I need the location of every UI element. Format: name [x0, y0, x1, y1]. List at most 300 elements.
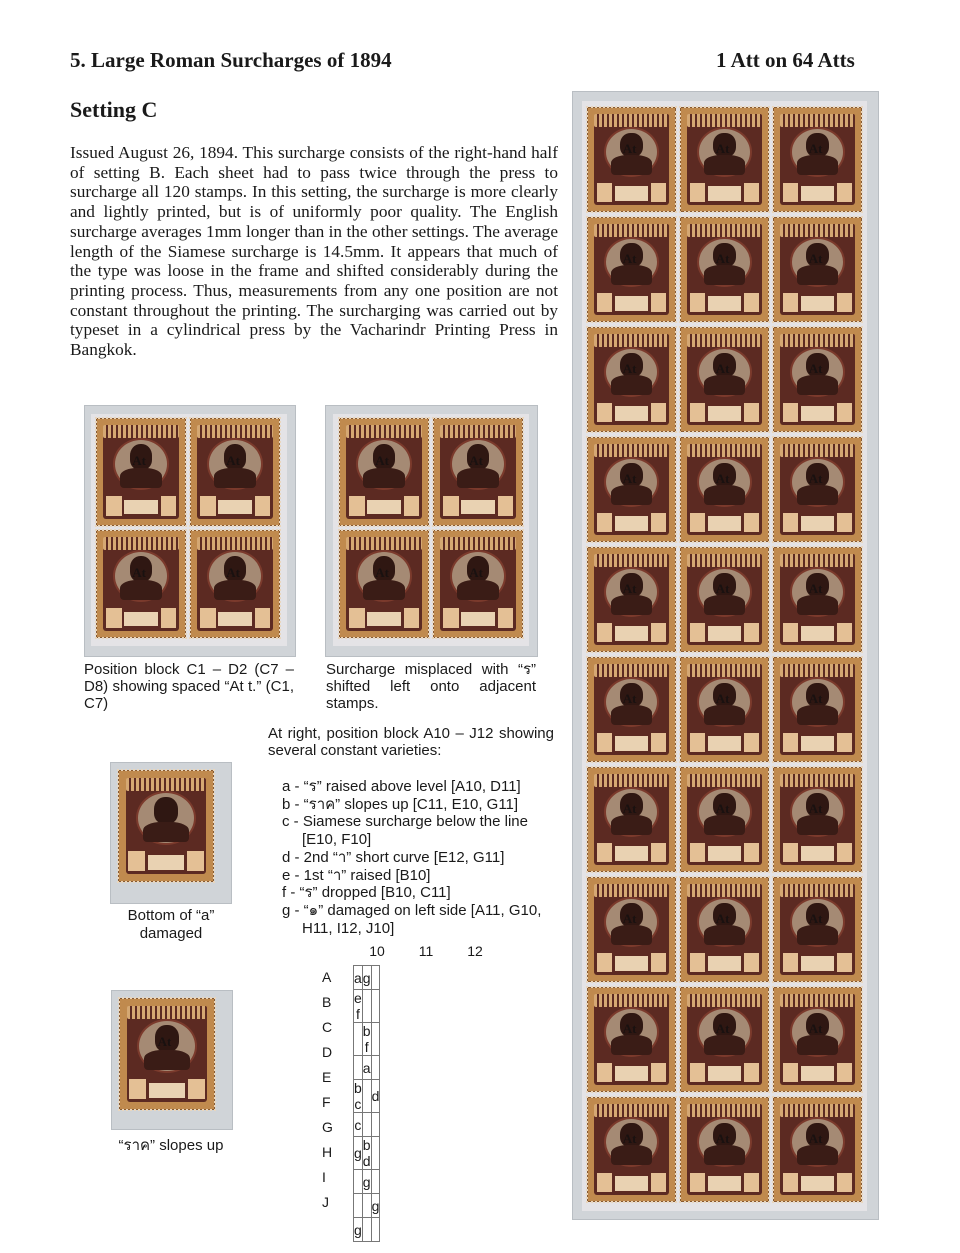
stamp — [190, 530, 280, 638]
king-portrait-body — [704, 925, 746, 945]
stamp-top-inscription — [127, 1006, 208, 1019]
table-cell: g — [371, 1194, 380, 1218]
section-title: Setting C — [70, 97, 158, 122]
table-row-label: B — [322, 994, 332, 1010]
surcharge-overprint: At — [808, 910, 823, 926]
value-tablet-right — [743, 292, 760, 313]
value-tablet-left — [596, 402, 613, 423]
stamp — [773, 437, 862, 542]
table-cell — [354, 1194, 363, 1218]
value-tablet-left — [442, 607, 460, 628]
surcharge-overprint: At — [469, 452, 483, 468]
surcharge-overprint: At — [469, 564, 483, 580]
stamp-top-inscription — [687, 994, 762, 1006]
stamp-top-inscription — [126, 778, 207, 791]
stamp — [773, 877, 862, 982]
stamp-top-inscription — [780, 884, 855, 896]
value-tablet-right — [650, 842, 667, 863]
stamp-top-inscription — [440, 425, 516, 438]
stamp — [680, 217, 769, 322]
king-portrait-body — [797, 155, 839, 175]
siam-postage-label — [707, 735, 742, 751]
king-portrait-body — [611, 375, 653, 395]
value-tablet-right — [743, 842, 760, 863]
siam-postage-label — [800, 1175, 835, 1191]
value-tablet-left — [689, 292, 706, 313]
table-row-label: F — [322, 1094, 331, 1110]
value-tablet-right — [743, 512, 760, 533]
stamp — [680, 1097, 769, 1202]
stamp-top-inscription — [780, 334, 855, 346]
siam-postage-label — [366, 499, 401, 516]
stamp — [680, 657, 769, 762]
value-tablet-right — [650, 512, 667, 533]
siam-postage-label — [148, 1082, 186, 1100]
table-row-label: E — [322, 1069, 332, 1085]
table-row — [354, 966, 380, 990]
siam-postage-label — [707, 625, 742, 641]
king-portrait-body — [797, 1145, 839, 1165]
king-portrait-body — [797, 595, 839, 615]
king-portrait-body — [611, 595, 653, 615]
table-cell: b c — [354, 1080, 362, 1112]
stamp — [773, 657, 862, 762]
value-tablet-right — [743, 1062, 760, 1083]
value-tablet-right — [254, 495, 272, 516]
surcharge-overprint: At — [622, 910, 637, 926]
value-tablet-right — [186, 850, 205, 872]
surcharge-overprint: At — [622, 360, 637, 376]
stamp-top-inscription — [197, 537, 273, 550]
siam-postage-label — [800, 735, 835, 751]
caption-block-1: Position block C1 – D2 (C7 – D8) showing spaced “At t.” (C1, C7) — [84, 661, 294, 712]
table-cell — [371, 1056, 380, 1080]
column-header-12: 12 — [467, 943, 483, 959]
stamp — [96, 530, 186, 638]
table-row — [354, 1023, 380, 1056]
table-row-label: J — [322, 1194, 329, 1210]
king-portrait-body — [120, 468, 162, 488]
king-portrait-body — [704, 155, 746, 175]
value-tablet-left — [596, 1062, 613, 1083]
value-tablet-left — [199, 607, 217, 628]
table-row-label: A — [322, 969, 332, 985]
value-tablet-left — [596, 622, 613, 643]
stamp-top-inscription — [346, 537, 422, 550]
stamp — [680, 547, 769, 652]
siam-postage-label — [614, 735, 649, 751]
stamp — [587, 657, 676, 762]
surcharge-overprint: At — [226, 452, 240, 468]
value-tablet-left — [348, 495, 366, 516]
table-row — [354, 1218, 380, 1242]
stamp — [118, 770, 214, 882]
siam-postage-label — [614, 625, 649, 641]
table-column-headers — [353, 943, 499, 963]
siam-postage-label — [800, 955, 835, 971]
stamp-top-inscription — [594, 224, 669, 236]
value-tablet-left — [782, 512, 799, 533]
stamp-top-inscription — [780, 224, 855, 236]
value-tablet-left — [596, 732, 613, 753]
value-tablet-right — [836, 402, 853, 423]
value-tablet-right — [836, 842, 853, 863]
value-tablet-left — [782, 182, 799, 203]
king-portrait-body — [797, 375, 839, 395]
value-tablet-right — [160, 607, 178, 628]
surcharge-overprint: At — [808, 800, 823, 816]
table-cell: g — [362, 966, 371, 990]
siam-postage-label — [800, 515, 835, 531]
value-tablet-left — [596, 842, 613, 863]
stamp-top-inscription — [687, 444, 762, 456]
surcharge-overprint: At — [715, 470, 730, 486]
king-portrait-body — [611, 265, 653, 285]
stamp — [680, 767, 769, 872]
table-row-label: G — [322, 1119, 333, 1135]
value-tablet-left — [596, 1172, 613, 1193]
variety-c: c - Siamese surcharge below the line [E10, F10] — [282, 813, 528, 849]
value-tablet-left — [596, 512, 613, 533]
siam-postage-label — [707, 515, 742, 531]
stamp — [680, 437, 769, 542]
siam-postage-label — [460, 611, 495, 628]
table-cell: e f — [354, 990, 362, 1022]
siam-postage-label — [800, 845, 835, 861]
siam-postage-label — [707, 1065, 742, 1081]
varieties-intro: At right, position block A10 – J12 showing several constant varieties: — [268, 725, 554, 759]
stamp-top-inscription — [780, 994, 855, 1006]
table-row — [354, 1080, 380, 1113]
table-cell — [362, 1080, 371, 1113]
surcharge-overprint: At — [808, 690, 823, 706]
siam-postage-label — [123, 611, 158, 628]
surcharge-overprint: At — [715, 1130, 730, 1146]
surcharge-overprint: At — [715, 800, 730, 816]
surcharge-overprint: At — [622, 140, 637, 156]
stamp-top-inscription — [103, 537, 179, 550]
stamp — [773, 767, 862, 872]
stamp — [587, 767, 676, 872]
surcharge-overprint: At — [622, 580, 637, 596]
king-portrait-body — [143, 822, 188, 843]
table-row-label: C — [322, 1019, 333, 1035]
value-tablet-left — [782, 622, 799, 643]
siam-postage-label — [800, 625, 835, 641]
surcharge-overprint: At — [808, 1020, 823, 1036]
stamp-top-inscription — [594, 334, 669, 346]
surcharge-overprint: At — [715, 580, 730, 596]
siam-postage-label — [800, 1065, 835, 1081]
surcharge-overprint: At — [132, 452, 146, 468]
king-portrait-body — [611, 485, 653, 505]
siam-postage-label — [614, 1065, 649, 1081]
table-cell — [371, 1218, 380, 1242]
king-portrait-body — [611, 1035, 653, 1055]
value-tablet-left — [127, 850, 146, 872]
table-row-label: I — [322, 1169, 326, 1185]
column-header-11: 11 — [418, 943, 434, 959]
value-tablet-left — [782, 732, 799, 753]
surcharge-overprint: At — [715, 910, 730, 926]
king-portrait-body — [704, 485, 746, 505]
stamp-top-inscription — [594, 554, 669, 566]
table-row-label: D — [322, 1044, 333, 1060]
surcharge-overprint: At — [622, 470, 637, 486]
stamp — [339, 418, 429, 526]
stamp — [587, 987, 676, 1092]
table-cell: c — [354, 1113, 363, 1137]
stamp — [773, 107, 862, 212]
surcharge-overprint: At — [715, 250, 730, 266]
value-tablet-left — [105, 607, 123, 628]
value-tablet-right — [743, 732, 760, 753]
siam-postage-label — [707, 185, 742, 201]
stamp-top-inscription — [780, 554, 855, 566]
stamp-top-inscription — [687, 554, 762, 566]
stamp — [190, 418, 280, 526]
siam-postage-label — [707, 845, 742, 861]
stamp — [587, 547, 676, 652]
surcharge-overprint: At — [715, 140, 730, 156]
variety-e: e - 1st “า” raised [B10] — [282, 866, 431, 884]
table-cell — [371, 990, 380, 1023]
table-row — [354, 1056, 380, 1080]
king-portrait-body — [363, 468, 405, 488]
siam-postage-label — [707, 1175, 742, 1191]
stamp-top-inscription — [687, 884, 762, 896]
value-tablet-left — [689, 512, 706, 533]
page-title: 5. Large Roman Surcharges of 1894 — [70, 48, 392, 72]
stamp — [773, 327, 862, 432]
king-portrait-body — [457, 468, 499, 488]
value-tablet-right — [403, 607, 421, 628]
king-portrait-body — [797, 925, 839, 945]
table-cell: g — [354, 1218, 363, 1242]
stamp-top-inscription — [594, 444, 669, 456]
siam-postage-label — [217, 499, 252, 516]
varieties-grid — [353, 965, 380, 1242]
value-tablet-left — [348, 607, 366, 628]
stamp-top-inscription — [687, 224, 762, 236]
value-tablet-right — [743, 1172, 760, 1193]
stamp-top-inscription — [780, 774, 855, 786]
value-tablet-left — [689, 952, 706, 973]
stamp — [96, 418, 186, 526]
value-tablet-left — [689, 1062, 706, 1083]
caption-single-1: Bottom of “a” damaged — [127, 907, 215, 942]
table-cell — [371, 1170, 380, 1194]
siam-postage-label — [614, 955, 649, 971]
table-cell — [362, 1218, 371, 1242]
value-tablet-right — [743, 182, 760, 203]
siam-postage-label — [614, 1175, 649, 1191]
stamp-top-inscription — [687, 114, 762, 126]
surcharge-overprint: At — [808, 470, 823, 486]
siam-postage-label — [707, 405, 742, 421]
stamp-top-inscription — [594, 1104, 669, 1116]
value-tablet-right — [650, 622, 667, 643]
stamp — [587, 1097, 676, 1202]
value-tablet-left — [105, 495, 123, 516]
stamp-top-inscription — [780, 1104, 855, 1116]
variety-g: g - “๑” damaged on left side [A11, G10, H11, I12, J10] — [282, 901, 542, 937]
siam-postage-label — [123, 499, 158, 516]
surcharge-overprint: At — [715, 690, 730, 706]
stamp — [680, 107, 769, 212]
stamp — [773, 217, 862, 322]
surcharge-overprint: At — [226, 564, 240, 580]
surcharge-overprint: At — [808, 580, 823, 596]
king-portrait-body — [704, 1145, 746, 1165]
value-tablet-left — [689, 732, 706, 753]
caption-block-2: Surcharge misplaced with “ร” shifted left onto adjacent stamps. — [326, 661, 536, 712]
surcharge-overprint: At — [622, 690, 637, 706]
king-portrait-body — [611, 815, 653, 835]
king-portrait-body — [797, 1035, 839, 1055]
surcharge-overprint: At — [808, 140, 823, 156]
stamp-top-inscription — [103, 425, 179, 438]
king-portrait-body — [704, 1035, 746, 1055]
siam-postage-label — [614, 185, 649, 201]
value-tablet-left — [782, 1172, 799, 1193]
surcharge-overprint: At — [622, 800, 637, 816]
king-portrait-head — [154, 797, 178, 823]
surcharge-overprint: At — [808, 250, 823, 266]
value-tablet-right — [650, 292, 667, 313]
siam-postage-label — [614, 515, 649, 531]
value-tablet-left — [596, 292, 613, 313]
king-portrait-body — [611, 705, 653, 725]
value-tablet-left — [782, 952, 799, 973]
table-cell — [371, 1023, 380, 1056]
value-tablet-right — [650, 402, 667, 423]
value-tablet-right — [403, 495, 421, 516]
value-tablet-right — [836, 622, 853, 643]
siam-postage-label — [614, 845, 649, 861]
siam-postage-label — [707, 295, 742, 311]
table-cell: b d — [362, 1137, 371, 1169]
stamp — [587, 437, 676, 542]
surcharge-overprint: At — [157, 1034, 172, 1050]
surcharge-overprint: At — [622, 1020, 637, 1036]
stamp — [433, 530, 523, 638]
stamp — [680, 877, 769, 982]
table-cell: g — [362, 1170, 371, 1194]
value-tablet-left — [689, 622, 706, 643]
stamp — [773, 547, 862, 652]
value-tablet-left — [689, 402, 706, 423]
stamp-top-inscription — [687, 774, 762, 786]
value-tablet-right — [836, 182, 853, 203]
value-tablet-right — [836, 732, 853, 753]
stamp — [587, 217, 676, 322]
value-tablet-right — [743, 952, 760, 973]
king-portrait-body — [611, 155, 653, 175]
variety-a: a - “ร” raised above level [A10, D11] — [282, 778, 521, 795]
siam-postage-label — [217, 611, 252, 628]
siam-postage-label — [800, 405, 835, 421]
stamp-top-inscription — [594, 884, 669, 896]
table-cell: b f — [362, 1023, 371, 1055]
value-tablet-left — [782, 842, 799, 863]
table-cell — [371, 1137, 380, 1170]
table-cell: a — [362, 1056, 371, 1080]
stamp-top-inscription — [594, 114, 669, 126]
stamp-top-inscription — [687, 334, 762, 346]
siam-postage-label — [707, 955, 742, 971]
stamp — [433, 418, 523, 526]
stamp — [587, 327, 676, 432]
surcharge-overprint: At — [375, 452, 389, 468]
table-cell — [362, 1194, 371, 1218]
value-tablet-left — [782, 292, 799, 313]
value-tablet-right — [836, 952, 853, 973]
table-row-label: H — [322, 1144, 333, 1160]
value-tablet-left — [596, 952, 613, 973]
varieties-list — [282, 778, 554, 937]
value-tablet-right — [836, 1172, 853, 1193]
siam-postage-label — [366, 611, 401, 628]
value-tablet-right — [650, 182, 667, 203]
table-row — [354, 1194, 380, 1218]
variety-b: b - “ราค” slopes up [C11, E10, G11] — [282, 795, 519, 813]
king-portrait-body — [611, 925, 653, 945]
surcharge-overprint: At — [375, 564, 389, 580]
value-tablet-left — [689, 1172, 706, 1193]
stamp-top-inscription — [594, 994, 669, 1006]
stamp — [773, 987, 862, 1092]
king-portrait-body — [797, 705, 839, 725]
surcharge-overprint: At — [715, 360, 730, 376]
value-tablet-right — [160, 495, 178, 516]
stamp — [773, 1097, 862, 1202]
stamp — [680, 327, 769, 432]
value-tablet-right — [650, 732, 667, 753]
value-tablet-left — [596, 182, 613, 203]
siam-postage-label — [800, 295, 835, 311]
value-tablet-left — [199, 495, 217, 516]
king-portrait-body — [363, 580, 405, 600]
king-portrait-body — [611, 1145, 653, 1165]
value-tablet-left — [782, 402, 799, 423]
stamp-top-inscription — [594, 774, 669, 786]
table-cell: a — [354, 966, 363, 990]
value-tablet-right — [836, 1062, 853, 1083]
value-tablet-left — [128, 1078, 147, 1100]
king-portrait-body — [704, 815, 746, 835]
king-portrait-body — [797, 815, 839, 835]
siam-postage-label — [460, 499, 495, 516]
table-cell — [362, 990, 371, 1023]
value-tablet-right — [836, 512, 853, 533]
stamp-top-inscription — [780, 664, 855, 676]
stamp-top-inscription — [346, 425, 422, 438]
surcharge-overprint: At — [622, 250, 637, 266]
king-portrait-body — [704, 705, 746, 725]
surcharge-overprint: At — [715, 1020, 730, 1036]
table-cell — [354, 1056, 363, 1080]
table-row — [354, 1137, 380, 1170]
king-portrait-body — [704, 265, 746, 285]
stamp-top-inscription — [687, 1104, 762, 1116]
table-cell — [354, 1170, 363, 1194]
variety-d: d - 2nd “า” short curve [E12, G11] — [282, 848, 505, 866]
surcharge-overprint: At — [808, 1130, 823, 1146]
surcharge-overprint: At — [132, 564, 146, 580]
value-tablet-right — [743, 622, 760, 643]
caption-single-2: “ราค” slopes up — [118, 1137, 224, 1154]
